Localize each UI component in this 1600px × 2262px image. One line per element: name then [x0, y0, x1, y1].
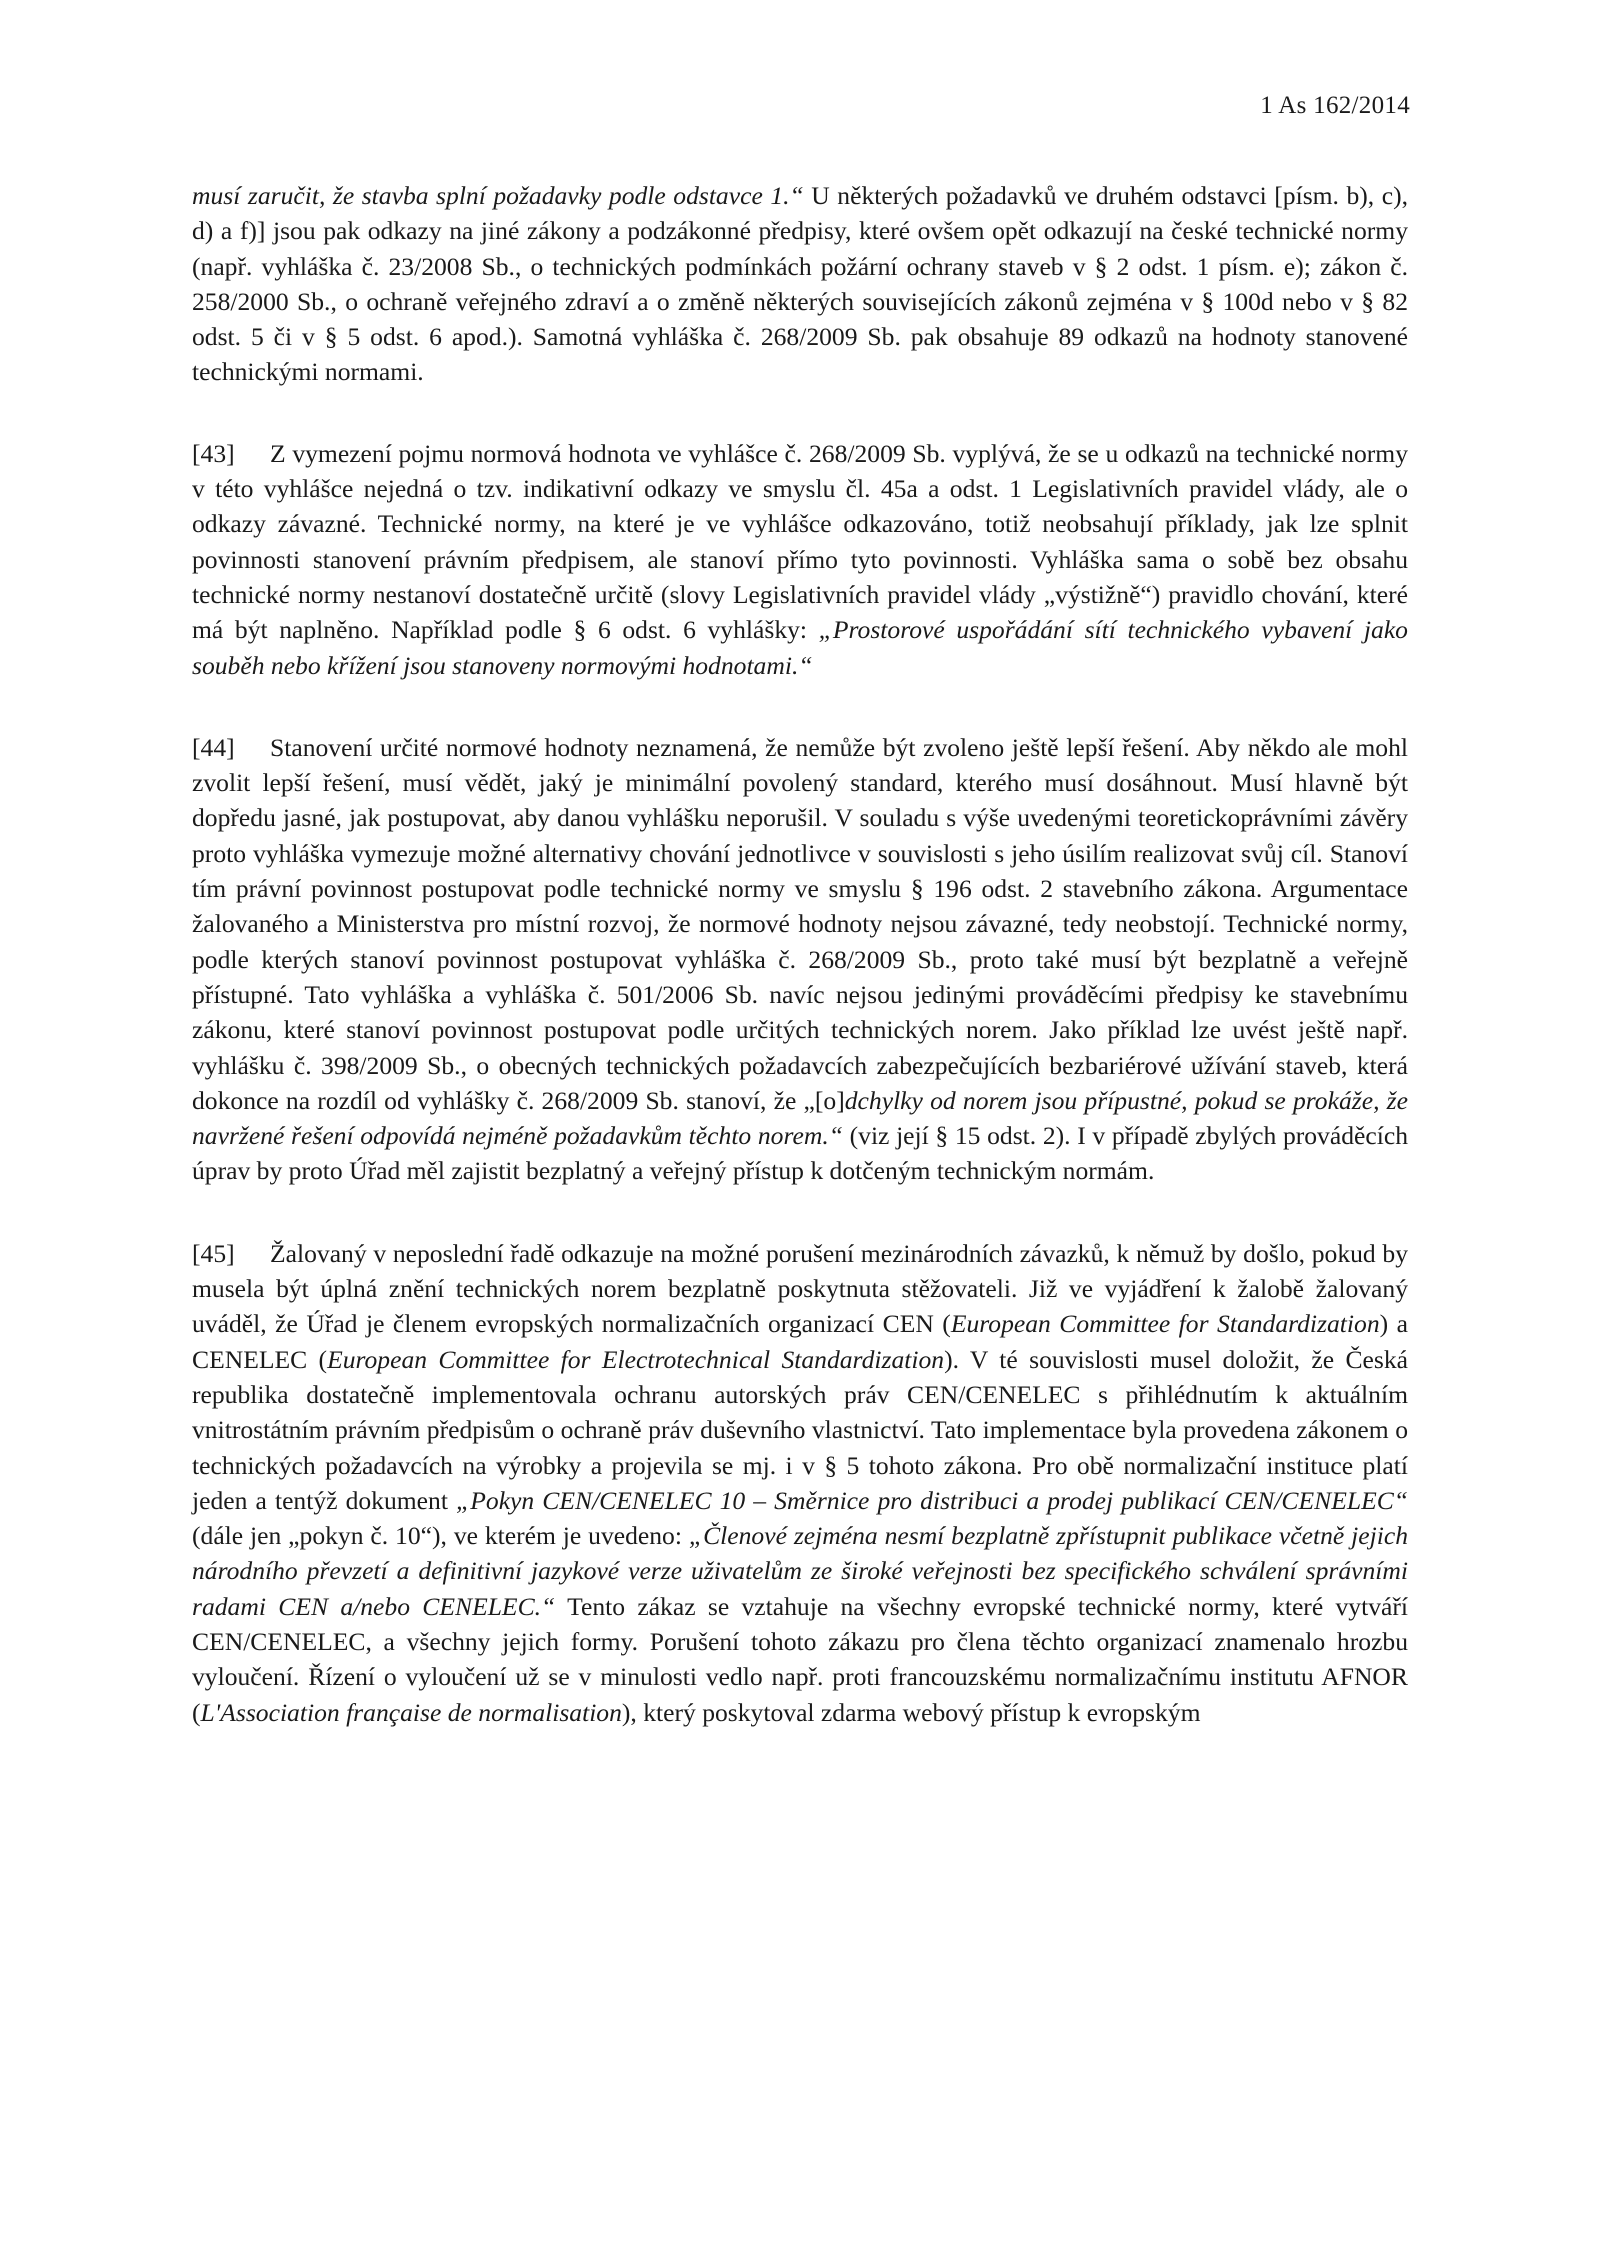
text: (dále jen „pokyn č. 10“), ve kterém je uvedeno:	[192, 1521, 689, 1551]
text: ), který poskytoval zdarma webový přístup k evropským	[621, 1697, 1201, 1727]
italic-text: „Prostorové uspořádání sítí technického vybavení jako souběh nebo křížení jsou stanoveny normovými hodnotami.“	[192, 615, 1408, 680]
text: Žalovaný v neposlední řadě odkazuje na možné porušení mezinárodních závazků, k němuž by došlo, pokud by musela být úplná znění technických norem bezplatně poskytnuta stěžovateli. Již ve vyjádření k žalobě žalovaný uváděl, že Úřad je členem evropských normalizačních organizací CEN (	[192, 1238, 1408, 1339]
text: (viz její § 15 odst. 2). I v případě zbylých prováděcích úprav by proto Úřad měl zajistit bezplatný a veřejný přístup k dotčeným technickým normám.	[192, 1121, 1408, 1186]
paragraph-43	[192, 436, 1408, 683]
document-body	[192, 178, 1408, 1777]
italic-text: L'Association française de normalisation	[200, 1697, 622, 1727]
paragraph-number: [44]	[192, 732, 235, 762]
text: ) a CENELEC (	[192, 1309, 1408, 1374]
paragraph-44	[192, 730, 1408, 1189]
text: U některých požadavků ve druhém odstavci [písm. b), c), d) a f)] jsou pak odkazy na jiné zákony a podzákonné předpisy, které ovšem opět odkazují na české technické normy (např. vyhláška č. 23/2008 Sb., o technických podmínkách požární ochrany staveb v § 2 odst. 1 písm. e); zákon č. 258/2000 Sb., o ochraně veřejného zdraví a o změně některých souvisejících zákonů zejména v § 100d nebo v § 82 odst. 5 či v § 5 odst. 6 apod.). Samotná vyhláška č. 268/2009 Sb. pak obsahuje 89 odkazů na hodnoty stanovené technickými normami.	[192, 181, 1408, 387]
italic-text: European Committee for Standardization	[950, 1309, 1380, 1339]
paragraph-45	[192, 1236, 1408, 1730]
italic-text: „Pokyn CEN/CENELEC 10 – Směrnice pro distribuci a prodej publikací CEN/CENELEC“	[456, 1485, 1409, 1515]
text: Z vymezení pojmu normová hodnota ve vyhlášce č. 268/2009 Sb. vyplývá, že se u odkazů na technické normy v této vyhlášce nejedná o tzv. indikativní odkazy ve smyslu čl. 45a a odst. 1 Legislativních pravidel vlády, ale o odkazy závazné. Technické normy, na které je ve vyhlášce odkazováno, totiž neobsahují příklady, jak lze splnit povinnosti stanovení právním předpisem, ale stanoví přímo tyto povinnosti. Vyhláška sama o sobě bez obsahu technické normy nestanoví dostatečně určitě (slovy Legislativních pravidel vlády „výstižně“) pravidlo chování, které má být naplněno. Například podle § 6 odst. 6 vyhlášky:	[192, 438, 1408, 645]
text: Tento zákaz se vztahuje na všechny evropské technické normy, které vytváří CEN/CENELEC, a všechny jejich formy. Porušení tohoto zákazu pro člena těchto organizací znamenalo hrozbu vyloučení. Řízení o vyloučení už se v minulosti vedlo např. proti francouzskému normalizačnímu institutu AFNOR (	[192, 1591, 1408, 1727]
italic-text: „Členové zejména nesmí bezplatně zpřístupnit publikace včetně jejich národního převzetí a definitivní jazykové verze uživatelům ze široké veřejnosti bez specifického schválení správními radami CEN a/nebo CENELEC.“	[192, 1521, 1408, 1621]
paragraph-continuation	[192, 178, 1408, 390]
italic-text: dchylky od norem jsou přípustné, pokud se prokáže, že navržené řešení odpovídá nejméně požadavkům těchto norem.“	[192, 1085, 1408, 1151]
italic-text: European Committee for Electrotechnical Standardization	[327, 1344, 945, 1374]
case-number: 1 As 162/2014	[1260, 92, 1410, 119]
paragraph-number: [43]	[192, 438, 235, 468]
paragraph-number: [45]	[192, 1238, 235, 1268]
text: Stanovení určité normové hodnoty neznamená, že nemůže být zvoleno ještě lepší řešení. Aby někdo ale mohl zvolit lepší řešení, musí vědět, jaký je minimální povolený standard, kterého musí dosáhnout. Musí hlavně být dopředu jasné, jak postupovat, aby danou vyhlášku neporušil. V souladu s výše uvedenými teoretickoprávními závěry proto vyhláška vymezuje možné alternativy chování jednotlivce v souvislosti s jeho úsilím realizovat svůj cíl. Stanoví tím právní povinnost postupovat podle technické normy ve smyslu § 196 odst. 2 stavebního zákona. Argumentace žalovaného a Ministerstva pro místní rozvoj, že normové hodnoty nejsou závazné, tedy neobstojí. Technické normy, podle kterých stanoví povinnost postupovat vyhláška č. 268/2009 Sb., proto také musí být bezplatně a veřejně přístupné. Tato vyhláška a vyhláška č. 501/2006 Sb. navíc nejsou jedinými prováděcími předpisy ke stavebnímu zákonu, které stanoví povinnost postupovat podle určitých technických norem. Jako příklad lze uvést ještě např. vyhlášku č. 398/2009 Sb., o obecných technických požadavcích zabezpečujících bezbariérové užívání staveb, která dokonce na rozdíl od vyhlášky č. 268/2009 Sb. stanoví, že „[o]	[192, 732, 1408, 1115]
text: ). V té souvislosti musel doložit, že Česká republika dostatečně implementovala ochranu autorských práv CEN/CENELEC s přihlédnutím k aktuálním vnitrostátním právním předpisům o ochraně práv duševního vlastnictví. Tato implementace byla provedena zákonem o technických požadavcích na výrobky a projevila se mj. i v § 5 tohoto zákona. Pro obě normalizační instituce platí jeden a tentýž dokument	[192, 1344, 1408, 1515]
italic-text: musí zaručit, že stavba splní požadavky podle odstavce 1.“	[192, 181, 804, 210]
